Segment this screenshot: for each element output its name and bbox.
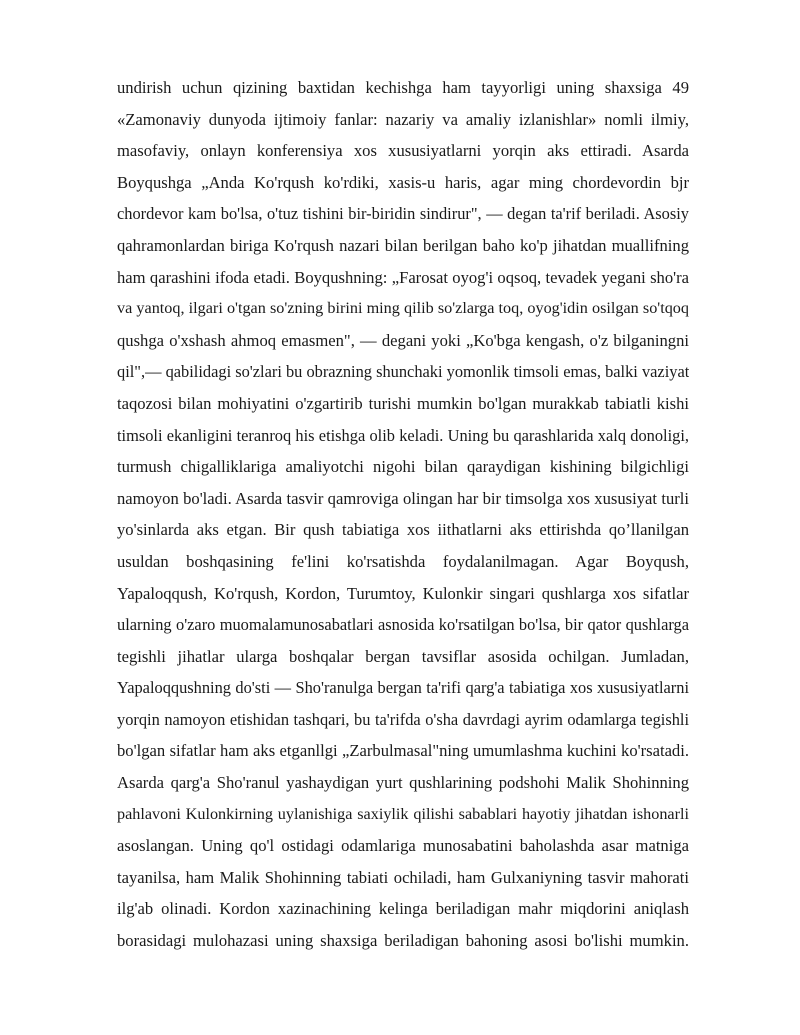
text-line: masofaviy, onlayn konferensiya xos xususiyatlarni yorqin aks ettiradi. Asarda — [117, 141, 689, 161]
text-line: qushga o'xshash ahmoq emasmen", — degani yoki „Ko'bga kengash, o'z bilganingni — [117, 330, 689, 350]
text-line: va yantoq, ilgari o'tgan so'zning birini ming qilib so'zlarga toq, oyog'idin osilgan so'tqoq — [117, 299, 689, 318]
text-line: asoslangan. Uning qo'l ostidagi odamlariga munosabatini baholashda asar matniga — [117, 836, 689, 856]
text-line: namoyon bo'ladi. Asarda tasvir qamroviga olingan har bir timsolga xos xususiyat turli — [117, 488, 689, 508]
text-line: turmush chigalliklariga amaliyotchi nigohi bilan qaraydigan kishining bilgichligi — [117, 457, 689, 477]
text-line: Yapaloqqush, Ko'rqush, Kordon, Turumtoy, Kulonkir singari qushlarga xos sifatlar — [117, 583, 689, 603]
text-line: tayanilsa, ham Malik Shohinning tabiati ochiladi, ham Gulxaniyning tasvir mahorati — [117, 867, 689, 887]
text-line: pahlavoni Kulonkirning uylanishiga saxiylik qilishi sabablari hayotiy jihatdan ishonarli — [117, 804, 689, 823]
text-line: yo'sinlarda aks etgan. Bir qush tabiatiga xos iithatlarni aks ettirishda qo’llanilgan — [117, 520, 689, 540]
text-line: timsoli ekanligini teranroq his etishga olib keladi. Uning bu qarashlarida xalq donoligi, — [117, 425, 689, 445]
text-line: qil",— qabilidagi so'zlari bu obrazning shunchaki yomonlik timsoli emas, balki vaziyat — [117, 362, 689, 382]
text-line: chordevor kam bo'lsa, o'tuz tishini bir-biridin sindirur", — degan ta'rif beriladi. Asosiy — [117, 204, 689, 224]
text-line: ularning o'zaro muomalamunosabatlari asnosida ko'rsatilgan bo'lsa, bir qator qushlarga — [117, 615, 689, 635]
text-line: «Zamonaviy dunyoda ijtimoiy fanlar: nazariy va amaliy izlanishlar» nomli ilmiy, — [117, 109, 689, 129]
text-line: Boyqushga „Anda Ko'rqush ko'rdiki, xasis-u haris, agar ming chordevordin bjr — [117, 172, 689, 192]
text-line: taqozosi bilan mohiyatini o'zgartirib turishi mumkin bo'lgan murakkab tabiatli kishi — [117, 393, 689, 413]
body-text — [117, 72, 689, 957]
text-line: usuldan boshqasining fe'lini ko'rsatishda foydalanilmagan. Agar Boyqush, — [117, 551, 689, 571]
text-line: yorqin namoyon etishidan tashqari, bu ta'rifda o'sha davrdagi ayrim odamlarga tegishli — [117, 709, 689, 729]
text-line: tegishli jihatlar ularga boshqalar bergan tavsiflar asosida ochilgan. Jumladan, — [117, 646, 689, 666]
text-line: Asarda qarg'a Sho'ranul yashaydigan yurt qushlarining podshohi Malik Shohinning — [117, 773, 689, 793]
text-line: Yapaloqqushning do'sti — Sho'ranulga bergan ta'rifi qarg'a tabiatiga xos xususiyatlarni — [117, 678, 689, 698]
text-line: ilg'ab olinadi. Kordon xazinachining kelinga beriladigan mahr miqdorini aniqlash — [117, 899, 689, 919]
text-line: bo'lgan sifatlar ham aks etganllgi „Zarbulmasal"ning umumlashma kuchini ko'rsatadi. — [117, 741, 689, 761]
text-line: qahramonlardan biriga Ko'rqush nazari bilan berilgan baho ko'p jihatdan muallifning — [117, 235, 689, 255]
text-line: undirish uchun qizining baxtidan kechishga ham tayyorligi uning shaxsiga 49 — [117, 78, 689, 97]
text-line: borasidagi mulohazasi uning shaxsiga beriladigan bahoning asosi bo'lishi mumkin. — [117, 931, 689, 951]
text-line: ham qarashini ifoda etadi. Boyqushning: „Farosat oyog'i oqsoq, tevadek yegani sho'ra — [117, 267, 689, 287]
